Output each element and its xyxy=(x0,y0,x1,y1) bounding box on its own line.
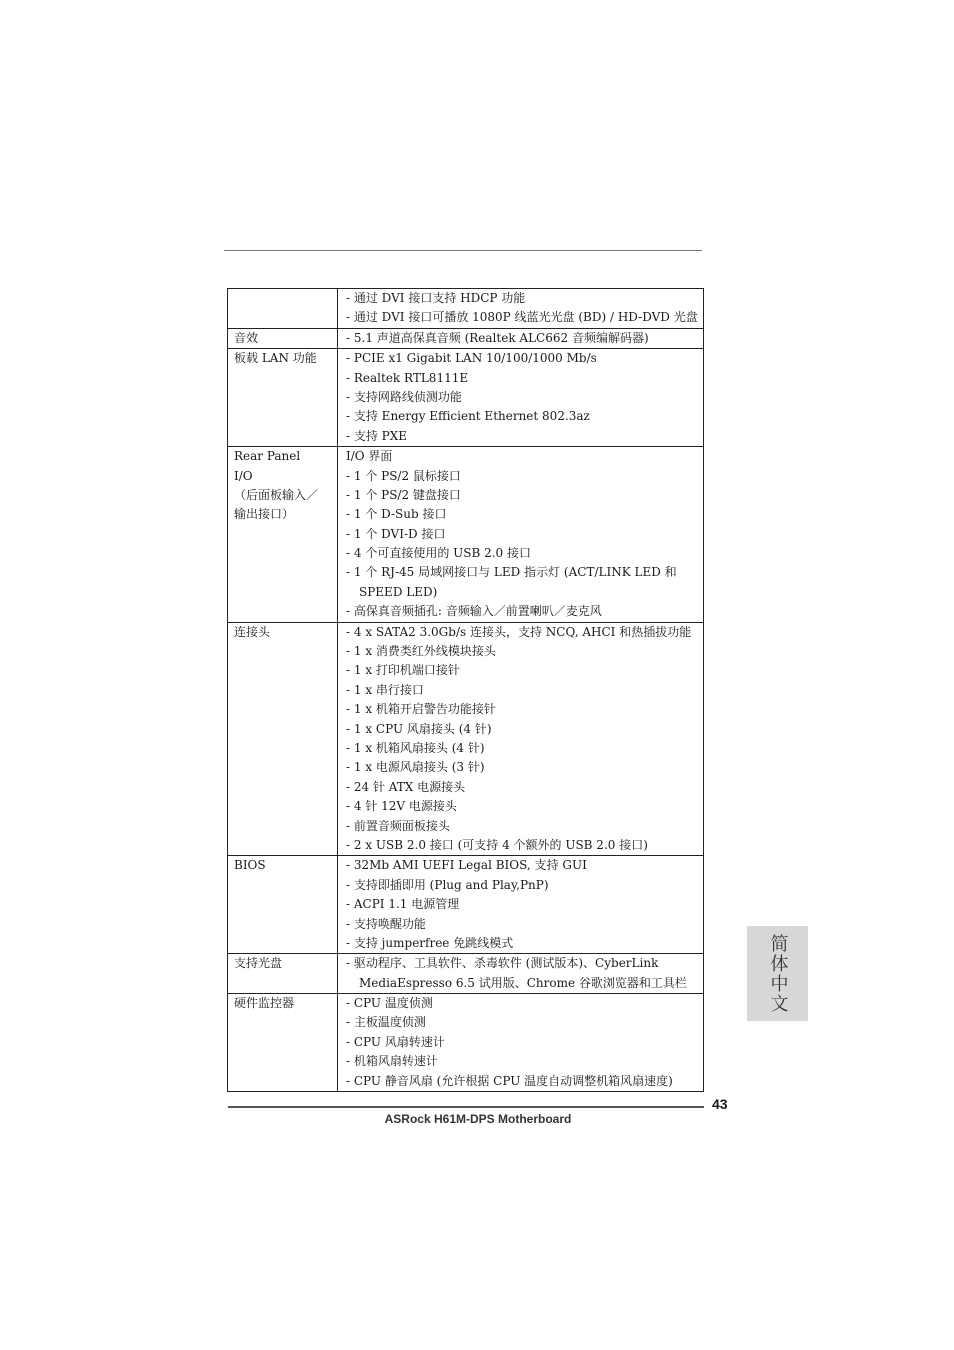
spec-item: - 1 x 电源风扇接头 (3 针) xyxy=(346,760,485,775)
spec-row xyxy=(228,289,704,329)
spec-row xyxy=(228,447,704,623)
spec-item: - 1 x 串行接口 xyxy=(346,682,424,697)
spec-item: - 驱动程序、工具软件、杀毒软件 (测试版本)、CyberLink xyxy=(346,956,659,971)
spec-row xyxy=(228,994,704,1092)
spec-items-cell xyxy=(338,954,704,994)
spec-item: - 4 x SATA2 3.0Gb/s 连接头，支持 NCQ, AHCI 和热插拔功能 xyxy=(346,624,692,639)
spec-item: - 1 个 PS/2 键盘接口 xyxy=(346,487,461,502)
spec-label-cell xyxy=(228,954,338,994)
spec-item: - CPU 风扇转速计 xyxy=(346,1034,445,1049)
spec-item: - 前置音频面板接头 xyxy=(346,818,450,833)
language-tab xyxy=(747,926,808,1021)
spec-item: - 高保真音频插孔: 音频输入／前置喇叭／麦克风 xyxy=(346,604,602,619)
spec-item: SPEED LED) xyxy=(359,584,438,599)
footer-title: ASRock H61M-DPS Motherboard xyxy=(384,1112,572,1126)
footer-rule xyxy=(228,1106,704,1108)
spec-label: I/O xyxy=(234,468,253,483)
spec-item: - ACPI 1.1 电源管理 xyxy=(346,897,460,912)
spec-label-cell xyxy=(228,349,338,447)
spec-items-cell xyxy=(338,447,704,623)
spec-row xyxy=(228,856,704,954)
spec-item: - 主板温度侦测 xyxy=(346,1015,426,1030)
spec-row xyxy=(228,349,704,447)
spec-item: - CPU 静音风扇 (允许根据 CPU 温度自动调整机箱风扇速度) xyxy=(346,1073,673,1088)
spec-item: - 1 x 机箱开启警告功能接针 xyxy=(346,702,496,717)
spec-item: - 1 个 PS/2 鼠标接口 xyxy=(346,468,461,483)
spec-item: - PCIE x1 Gigabit LAN 10/100/1000 Mb/s xyxy=(346,351,597,366)
spec-label: （后面板输入／ xyxy=(234,487,319,502)
spec-label-cell xyxy=(228,328,338,348)
header-rule xyxy=(224,250,702,251)
spec-item: - 通过 DVI 接口支持 HDCP 功能 xyxy=(346,291,526,305)
spec-item: - 5.1 声道高保真音频 (Realtek ALC662 音频编解码器) xyxy=(346,330,649,345)
spec-table-body xyxy=(228,289,704,1092)
spec-item: I/O 界面 xyxy=(346,449,393,464)
spec-row xyxy=(228,954,704,994)
spec-label-cell xyxy=(228,289,338,329)
spec-item: - 支持即插即用 (Plug and Play,PnP) xyxy=(346,877,549,892)
spec-row xyxy=(228,622,704,856)
spec-items-cell xyxy=(338,622,704,856)
language-tab-label: 简体中文 xyxy=(767,933,789,1014)
spec-item: - 支持唤醒功能 xyxy=(346,916,426,931)
spec-item: - 1 x 消费类红外线模块接头 xyxy=(346,644,496,659)
spec-items-cell xyxy=(338,349,704,447)
spec-item: - 支持 jumperfree 免跳线模式 xyxy=(346,935,514,950)
spec-label: Rear Panel xyxy=(234,449,301,464)
spec-label: 连接头 xyxy=(234,624,271,639)
spec-item: - 支持网路线侦测功能 xyxy=(346,389,462,404)
spec-row xyxy=(228,328,704,348)
spec-item: - 32Mb AMI UEFI Legal BIOS, 支持 GUI xyxy=(346,858,587,873)
spec-item: - 1 个 RJ-45 局域网接口与 LED 指示灯 (ACT/LINK LED 和 xyxy=(346,565,677,580)
spec-item: - 24 针 ATX 电源接头 xyxy=(346,779,466,794)
spec-item: MediaEspresso 6.5 试用版、Chrome 谷歌浏览器和工具栏 xyxy=(359,975,687,990)
spec-item: - 1 个 D-Sub 接口 xyxy=(346,507,447,522)
spec-item: - 机箱风扇转速计 xyxy=(346,1054,438,1069)
spec-table xyxy=(227,288,704,1092)
spec-label: 音效 xyxy=(234,330,259,345)
spec-items-cell xyxy=(338,328,704,348)
spec-item: - 1 x 机箱风扇接头 (4 针) xyxy=(346,740,485,755)
spec-label: BIOS xyxy=(234,858,266,873)
spec-label-cell xyxy=(228,447,338,623)
spec-items-cell xyxy=(338,289,704,329)
spec-item: - 4 针 12V 电源接头 xyxy=(346,799,457,814)
spec-item: - 4 个可直接使用的 USB 2.0 接口 xyxy=(346,546,531,561)
spec-item: - 1 x CPU 风扇接头 (4 针) xyxy=(346,721,492,736)
spec-item: - 支持 PXE xyxy=(346,428,408,443)
spec-label-cell xyxy=(228,622,338,856)
spec-label: 输出接口） xyxy=(234,507,295,522)
spec-items-cell xyxy=(338,856,704,954)
spec-label: 支持光盘 xyxy=(234,956,283,971)
spec-label-cell xyxy=(228,856,338,954)
spec-item: - 1 个 DVI-D 接口 xyxy=(346,526,446,541)
spec-label: 硬件监控器 xyxy=(234,996,295,1011)
spec-item: - 通过 DVI 接口可播放 1080P 线蓝光光盘 (BD) / HD-DVD 光盘 xyxy=(346,310,698,325)
spec-item: - 2 x USB 2.0 接口 (可支持 4 个额外的 USB 2.0 接口) xyxy=(346,837,648,852)
spec-item: - CPU 温度侦测 xyxy=(346,996,433,1011)
spec-label-cell xyxy=(228,994,338,1092)
spec-label: 板载 LAN 功能 xyxy=(234,351,317,366)
spec-item: - 支持 Energy Efficient Ethernet 802.3az xyxy=(346,409,590,424)
spec-item: - Realtek RTL8111E xyxy=(346,370,469,385)
spec-items-cell xyxy=(338,994,704,1092)
page-number: 43 xyxy=(712,1096,728,1112)
spec-item: - 1 x 打印机端口接针 xyxy=(346,663,460,678)
